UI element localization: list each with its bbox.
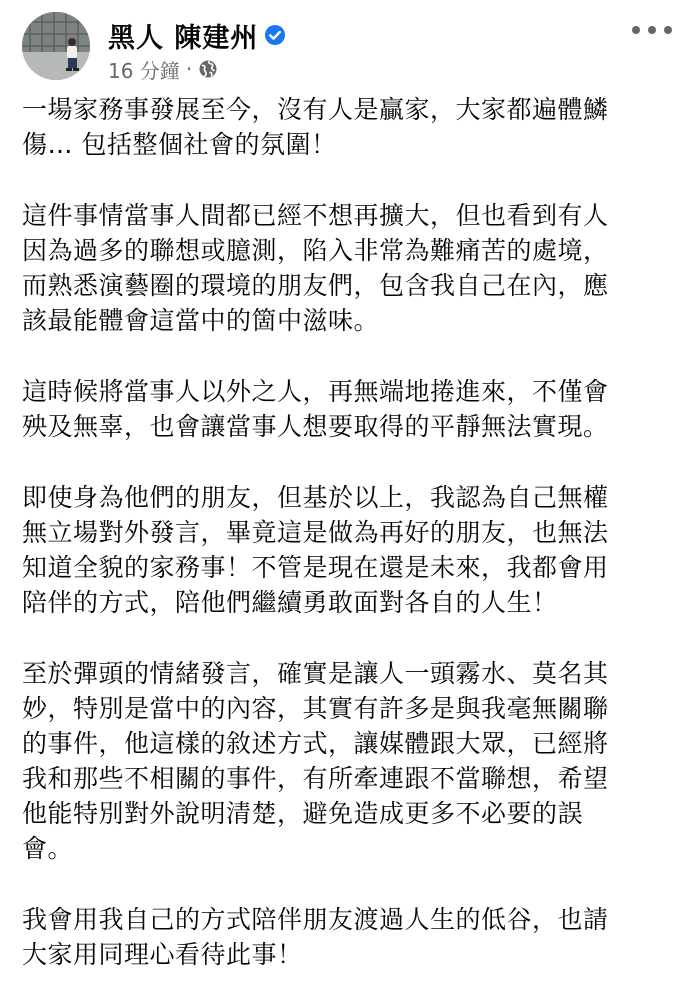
more-dot: [632, 26, 640, 34]
text-line: 我和那些不相關的事件，有所牽連跟不當聯想，希望: [22, 764, 609, 793]
text-line: 大家用同理心看待此事！: [22, 940, 303, 969]
text-line: 知道全貌的家務事！不管是現在還是未來，我都會用: [22, 553, 609, 582]
post-paragraph-4: [22, 480, 672, 620]
more-dot: [648, 26, 656, 34]
text-line: 無立場對外發言，畢竟這是做為再好的朋友，也無法: [22, 518, 609, 547]
text-line: 這時候將當事人以外之人，再無端地捲進來，不僅會: [22, 377, 609, 406]
verified-badge-icon: [264, 24, 286, 46]
post-paragraph-5: [22, 656, 672, 866]
post-paragraph-6: [22, 902, 672, 972]
meta-separator: ·: [185, 57, 193, 81]
post-paragraph-2: [22, 198, 672, 338]
post-header: [22, 10, 672, 83]
text-line: 一場家務事發展至今，沒有人是贏家，大家都遍體鱗: [22, 95, 609, 124]
text-line: 陪伴的方式，陪他們繼續勇敢面對各自的人生！: [22, 588, 558, 617]
text-line: 即使身為他們的朋友，但基於以上，我認為自己無權: [22, 483, 609, 512]
text-line: 殃及無辜，也會讓當事人想要取得的平靜無法實現。: [22, 412, 609, 441]
text-line: 妙，特別是當中的內容，其實有許多是與我毫無關聯: [22, 694, 609, 723]
text-line: 至於彈頭的情緒發言，確實是讓人一頭霧水、莫名其: [22, 659, 609, 688]
post-paragraph-1: [22, 92, 672, 162]
post-paragraph-3: [22, 374, 672, 444]
profile-photo-avatar-icon: [22, 12, 90, 80]
post-meta: [108, 56, 218, 82]
more-options-icon[interactable]: [632, 18, 672, 42]
text-line: 這件事情當事人間都已經不想再擴大，但也看到有人: [22, 201, 609, 230]
more-dot: [664, 26, 672, 34]
text-line: 因為過多的聯想或臆測，陷入非常為難痛苦的處境，: [22, 236, 609, 265]
text-line: 的事件，他這樣的敘述方式，讓媒體跟大眾，已經將: [22, 729, 609, 758]
author-avatar[interactable]: [22, 12, 90, 80]
text-line: 傷… 包括整個社會的氛圍！: [22, 130, 337, 159]
author-name[interactable]: 黑人 陳建州: [108, 22, 259, 54]
author-name-row: [108, 18, 286, 52]
text-line: 而熟悉演藝圈的環境的朋友們，包含我自己在內，應: [22, 271, 609, 300]
post-body: [22, 92, 672, 1008]
text-line: 他能特別對外說明清楚，避免造成更多不必要的誤: [22, 799, 584, 828]
post-timestamp[interactable]: 16 分鐘: [108, 58, 180, 83]
text-line: 該最能體會這當中的箇中滋味。: [22, 306, 380, 335]
text-line: 我會用我自己的方式陪伴朋友渡過人生的低谷，也請: [22, 905, 609, 934]
text-line: 會。: [22, 834, 74, 863]
globe-icon[interactable]: [198, 59, 218, 79]
